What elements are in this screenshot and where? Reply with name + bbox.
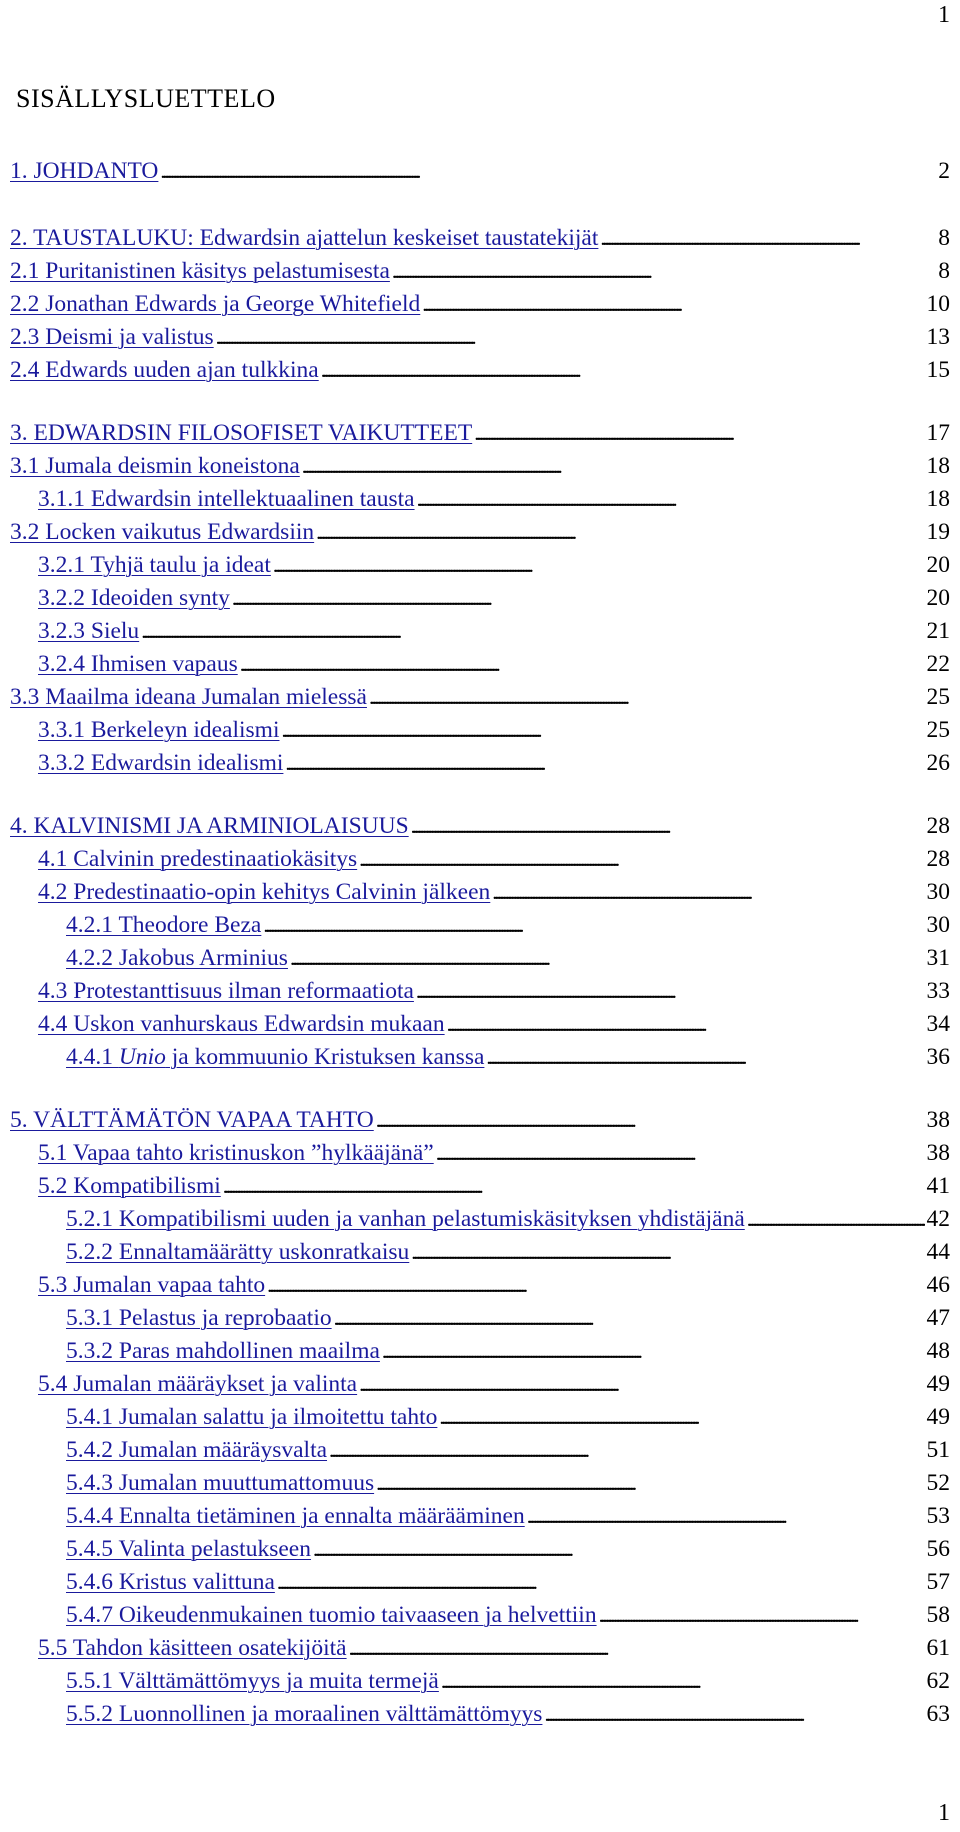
toc-dot-leader (223, 1171, 925, 1202)
toc-dot-leader (316, 517, 924, 548)
toc-page-number: 33 (926, 978, 950, 1004)
toc-entry-link[interactable]: 5.3.2 Paras mahdollinen maailma (66, 1338, 380, 1364)
toc-dot-leader (492, 877, 924, 908)
toc-page-number: 2 (938, 158, 950, 184)
toc-entry-link[interactable]: 2.2 Jonathan Edwards ja George Whitefield (10, 291, 421, 317)
page-number-top: 1 (938, 2, 950, 28)
toc-dot-leader (369, 682, 925, 713)
toc-page-number: 22 (926, 651, 950, 677)
toc-dot-leader (392, 256, 936, 287)
toc-dot-leader (359, 844, 924, 875)
toc-dot-leader (321, 355, 925, 386)
toc-dot-leader (441, 1666, 925, 1697)
toc-dot-leader (436, 1138, 925, 1169)
toc-entry[interactable] (66, 1699, 950, 1729)
toc-dot-leader (349, 1633, 925, 1664)
toc-entry-link[interactable]: 4.2 Predestinaatio-opin kehitys Calvinin jälkeen (38, 879, 491, 905)
toc-entry[interactable] (10, 451, 950, 481)
toc-page-number: 28 (926, 846, 950, 872)
toc-page-number: 30 (926, 912, 950, 938)
toc-page-number: 48 (926, 1338, 950, 1364)
toc-page-number: 38 (926, 1107, 950, 1133)
page-title: SISÄLLYSLUETTELO (16, 84, 276, 113)
toc-dot-leader (411, 811, 925, 842)
toc-page-number: 44 (926, 1239, 950, 1265)
toc-entry[interactable] (10, 322, 950, 352)
toc-page-number: 61 (926, 1635, 950, 1661)
toc-page-number: 19 (926, 519, 950, 545)
toc-entry-link[interactable]: 3.1 Jumala deismin koneistona (10, 453, 300, 479)
toc-page-number: 53 (926, 1503, 950, 1529)
toc-page-number: 31 (926, 945, 950, 971)
toc-entry-link[interactable]: 5.4.1 Jumalan salattu ja ilmoitettu tahto (66, 1404, 438, 1430)
toc-entry-link[interactable]: 5.4.5 Valinta pelastukseen (66, 1536, 311, 1562)
toc-dot-leader (747, 1204, 925, 1235)
toc-entry-link[interactable]: 5.4.7 Oikeudenmukainen tuomio taivaaseen ja helvettiin (66, 1602, 597, 1628)
toc-page-number: 18 (926, 486, 950, 512)
toc-dot-leader (474, 418, 924, 449)
toc-entry-link[interactable]: 5.2 Kompatibilismi (38, 1173, 221, 1199)
toc-entry-link[interactable]: 5.4.4 Ennalta tietäminen ja ennalta määrääminen (66, 1503, 525, 1529)
toc-dot-leader (439, 1402, 924, 1433)
toc-entry-link[interactable]: 2.1 Puritanistinen käsitys pelastumisesta (10, 258, 390, 284)
toc-entry-link[interactable]: 5.5 Tahdon käsitteen osatekijöitä (38, 1635, 347, 1661)
toc-entry-link[interactable]: 3.3.1 Berkeleyn idealismi (38, 717, 280, 743)
toc-entry[interactable] (66, 1336, 950, 1366)
toc-entry-link[interactable]: 5.5.1 Välttämättömyys ja muita termejä (66, 1668, 439, 1694)
toc-entry-text-italic: Unio (118, 1044, 166, 1070)
toc-page-number: 20 (926, 585, 950, 611)
toc-page-number: 47 (926, 1305, 950, 1331)
toc-dot-leader (382, 1336, 925, 1367)
toc-dot-leader (216, 322, 925, 353)
toc-entry[interactable] (10, 256, 950, 286)
toc-entry-link[interactable] (66, 1042, 484, 1072)
toc-dot-leader (302, 451, 925, 482)
toc-dot-leader (416, 976, 925, 1007)
toc-page-number: 8 (938, 225, 950, 251)
toc-page-number: 30 (926, 879, 950, 905)
toc-page-number: 10 (926, 291, 950, 317)
toc-page-number: 8 (938, 258, 950, 284)
toc-entry[interactable] (10, 289, 950, 319)
toc-entry[interactable] (38, 1270, 950, 1300)
toc-dot-leader (160, 156, 936, 187)
toc-entry[interactable] (10, 517, 950, 547)
toc-dot-leader (359, 1369, 924, 1400)
toc-entry[interactable] (38, 976, 950, 1006)
toc-entry-link[interactable]: 1. JOHDANTO (10, 158, 159, 184)
toc-entry[interactable] (38, 1009, 950, 1039)
toc-entry[interactable] (38, 844, 950, 874)
toc-entry-link[interactable]: 3.2.1 Tyhjä taulu ja ideat (38, 552, 271, 578)
toc-page-number: 36 (926, 1044, 950, 1070)
toc-entry[interactable] (66, 1666, 950, 1696)
toc-entry[interactable] (10, 811, 950, 841)
toc-page-number: 13 (926, 324, 950, 350)
toc-page-number: 51 (926, 1437, 950, 1463)
toc-entry-link[interactable]: 2.3 Deismi ja valistus (10, 324, 214, 350)
toc-entry-link[interactable]: 5.4 Jumalan määräykset ja valinta (38, 1371, 358, 1397)
toc-entry-text-part: ja kommuunio Kristuksen kanssa (165, 1044, 485, 1070)
toc-entry-link[interactable]: 3.2.2 Ideoiden synty (38, 585, 230, 611)
toc-entry[interactable] (38, 1633, 950, 1663)
toc-dot-leader (141, 616, 924, 647)
toc-entry-link[interactable]: 5.2.1 Kompatibilismi uuden ja vanhan pelastumiskäsityksen yhdistäjänä (66, 1206, 745, 1232)
toc-page-number: 49 (926, 1371, 950, 1397)
toc-page-number: 18 (926, 453, 950, 479)
toc-dot-leader (329, 1435, 924, 1466)
toc-entry[interactable] (66, 943, 950, 973)
toc-page-number: 25 (926, 684, 950, 710)
toc-entry-link[interactable]: 4. KALVINISMI JA ARMINIOLAISUUS (10, 813, 409, 839)
toc-entry[interactable] (66, 1468, 950, 1498)
toc-entry-link[interactable]: 3.2.4 Ihmisen vapaus (38, 651, 238, 677)
toc-dot-leader (600, 223, 936, 254)
toc-dot-leader (232, 583, 925, 614)
toc-entry[interactable] (10, 156, 950, 186)
toc-dot-leader (417, 484, 925, 515)
toc-entry[interactable] (66, 1567, 950, 1597)
toc-dot-leader (267, 1270, 924, 1301)
toc-dot-leader (544, 1699, 924, 1730)
toc-entry[interactable] (38, 1138, 950, 1168)
toc-entry-link[interactable]: 4.1 Calvinin predestinaatiokäsitys (38, 846, 358, 872)
toc-page-number: 57 (926, 1569, 950, 1595)
toc-entry-text-part: 4.4.1 (66, 1044, 119, 1070)
toc-dot-leader (313, 1534, 925, 1565)
toc-page-number: 21 (926, 618, 950, 644)
toc-entry[interactable] (66, 1435, 950, 1465)
toc-entry[interactable] (10, 682, 950, 712)
toc-entry[interactable] (38, 649, 950, 679)
toc-entry[interactable] (66, 1501, 950, 1531)
toc-entry[interactable] (66, 1303, 950, 1333)
toc-entry-link[interactable]: 4.4 Uskon vanhurskaus Edwardsin mukaan (38, 1011, 445, 1037)
toc-entry[interactable] (38, 616, 950, 646)
toc-entry[interactable] (66, 1204, 950, 1234)
toc-entry-link[interactable]: 5.4.3 Jumalan muuttumattomuus (66, 1470, 375, 1496)
toc-entry[interactable] (38, 583, 950, 613)
toc-entry[interactable] (38, 877, 950, 907)
toc-dot-leader (599, 1600, 925, 1631)
toc-entry-link[interactable]: 5.4.6 Kristus valittuna (66, 1569, 275, 1595)
toc-entry[interactable] (38, 715, 950, 745)
toc-page-number: 28 (926, 813, 950, 839)
toc-entry-link[interactable]: 4.2.2 Jakobus Arminius (66, 945, 288, 971)
toc-entry-link[interactable]: 3.2.3 Sielu (38, 618, 140, 644)
toc-page-number: 34 (926, 1011, 950, 1037)
toc-dot-leader (486, 1042, 924, 1073)
toc-entry-link[interactable]: 5.3.1 Pelastus ja reprobaatio (66, 1305, 332, 1331)
toc-page-number: 41 (926, 1173, 950, 1199)
toc-entry[interactable] (38, 484, 950, 514)
toc-entry-link[interactable]: 4.3 Protestanttisuus ilman reformaatiota (38, 978, 414, 1004)
toc-dot-leader (263, 910, 924, 941)
toc-entry-link[interactable]: 3.3 Maailma ideana Jumalan mielessä (10, 684, 367, 710)
toc-page-number: 26 (926, 750, 950, 776)
toc-page-number: 62 (926, 1668, 950, 1694)
toc-page-number: 63 (926, 1701, 950, 1727)
toc-page-number: 17 (926, 420, 950, 446)
toc-dot-leader (411, 1237, 924, 1268)
toc-entry[interactable] (10, 418, 950, 448)
toc-dot-leader (273, 550, 925, 581)
toc-entry-link[interactable]: 2. TAUSTALUKU: Edwardsin ajattelun keskeiset taustatekijät (10, 225, 599, 251)
toc-page-number: 52 (926, 1470, 950, 1496)
toc-entry[interactable] (38, 550, 950, 580)
toc-entry-link[interactable]: 5.3 Jumalan vapaa tahto (38, 1272, 266, 1298)
toc-dot-leader (240, 649, 925, 680)
toc-entry-link[interactable]: 5.2.2 Ennaltamäärätty uskonratkaisu (66, 1239, 410, 1265)
toc-page-number: 38 (926, 1140, 950, 1166)
page-number-bottom: 1 (938, 1800, 950, 1826)
toc-entry-link[interactable]: 3.2 Locken vaikutus Edwardsiin (10, 519, 315, 545)
toc-entry[interactable] (38, 748, 950, 778)
toc-entry[interactable] (38, 1171, 950, 1201)
toc-entry[interactable] (38, 1369, 950, 1399)
toc-entry-link[interactable]: 5.1 Vapaa tahto kristinuskon ”hylkääjänä” (38, 1140, 434, 1166)
toc-entry-link[interactable]: 3.3.2 Edwardsin idealismi (38, 750, 284, 776)
toc-entry[interactable] (66, 910, 950, 940)
toc-dot-leader (447, 1009, 925, 1040)
toc-dot-leader (527, 1501, 925, 1532)
toc-entry[interactable] (10, 223, 950, 253)
toc-entry-link[interactable]: 3. EDWARDSIN FILOSOFISET VAIKUTTEET (10, 420, 473, 446)
toc-dot-leader (277, 1567, 925, 1598)
toc-page-number: 46 (926, 1272, 950, 1298)
toc-page-number: 15 (926, 357, 950, 383)
toc-dot-leader (334, 1303, 925, 1334)
toc-entry-link[interactable]: 2.4 Edwards uuden ajan tulkkina (10, 357, 319, 383)
toc-entry[interactable] (66, 1600, 950, 1630)
toc-dot-leader (376, 1468, 924, 1499)
toc-page-number: 56 (926, 1536, 950, 1562)
toc-entry[interactable] (66, 1534, 950, 1564)
toc-entry[interactable] (66, 1237, 950, 1267)
toc-entry[interactable] (66, 1042, 950, 1072)
toc-page-number: 42 (926, 1206, 950, 1232)
toc-entry-link[interactable]: 3.1.1 Edwardsin intellektuaalinen tausta (38, 486, 415, 512)
toc-entry-link[interactable]: 4.2.1 Theodore Beza (66, 912, 262, 938)
toc-entry[interactable] (10, 355, 950, 385)
toc-entry[interactable] (66, 1402, 950, 1432)
toc-page-number: 20 (926, 552, 950, 578)
toc-entry-link[interactable]: 5. VÄLTTÄMÄTÖN VAPAA TAHTO (10, 1107, 374, 1133)
toc-dot-leader (285, 748, 924, 779)
toc-entry-link[interactable]: 5.5.2 Luonnollinen ja moraalinen välttämättömyys (66, 1701, 543, 1727)
toc-page-number: 25 (926, 717, 950, 743)
toc-page-number: 58 (926, 1602, 950, 1628)
toc-dot-leader (281, 715, 924, 746)
toc-dot-leader (290, 943, 925, 974)
toc-entry-link[interactable]: 5.4.2 Jumalan määräysvalta (66, 1437, 328, 1463)
toc-page-number: 49 (926, 1404, 950, 1430)
toc-dot-leader (376, 1105, 925, 1136)
toc-entry[interactable] (10, 1105, 950, 1135)
toc-dot-leader (422, 289, 924, 320)
